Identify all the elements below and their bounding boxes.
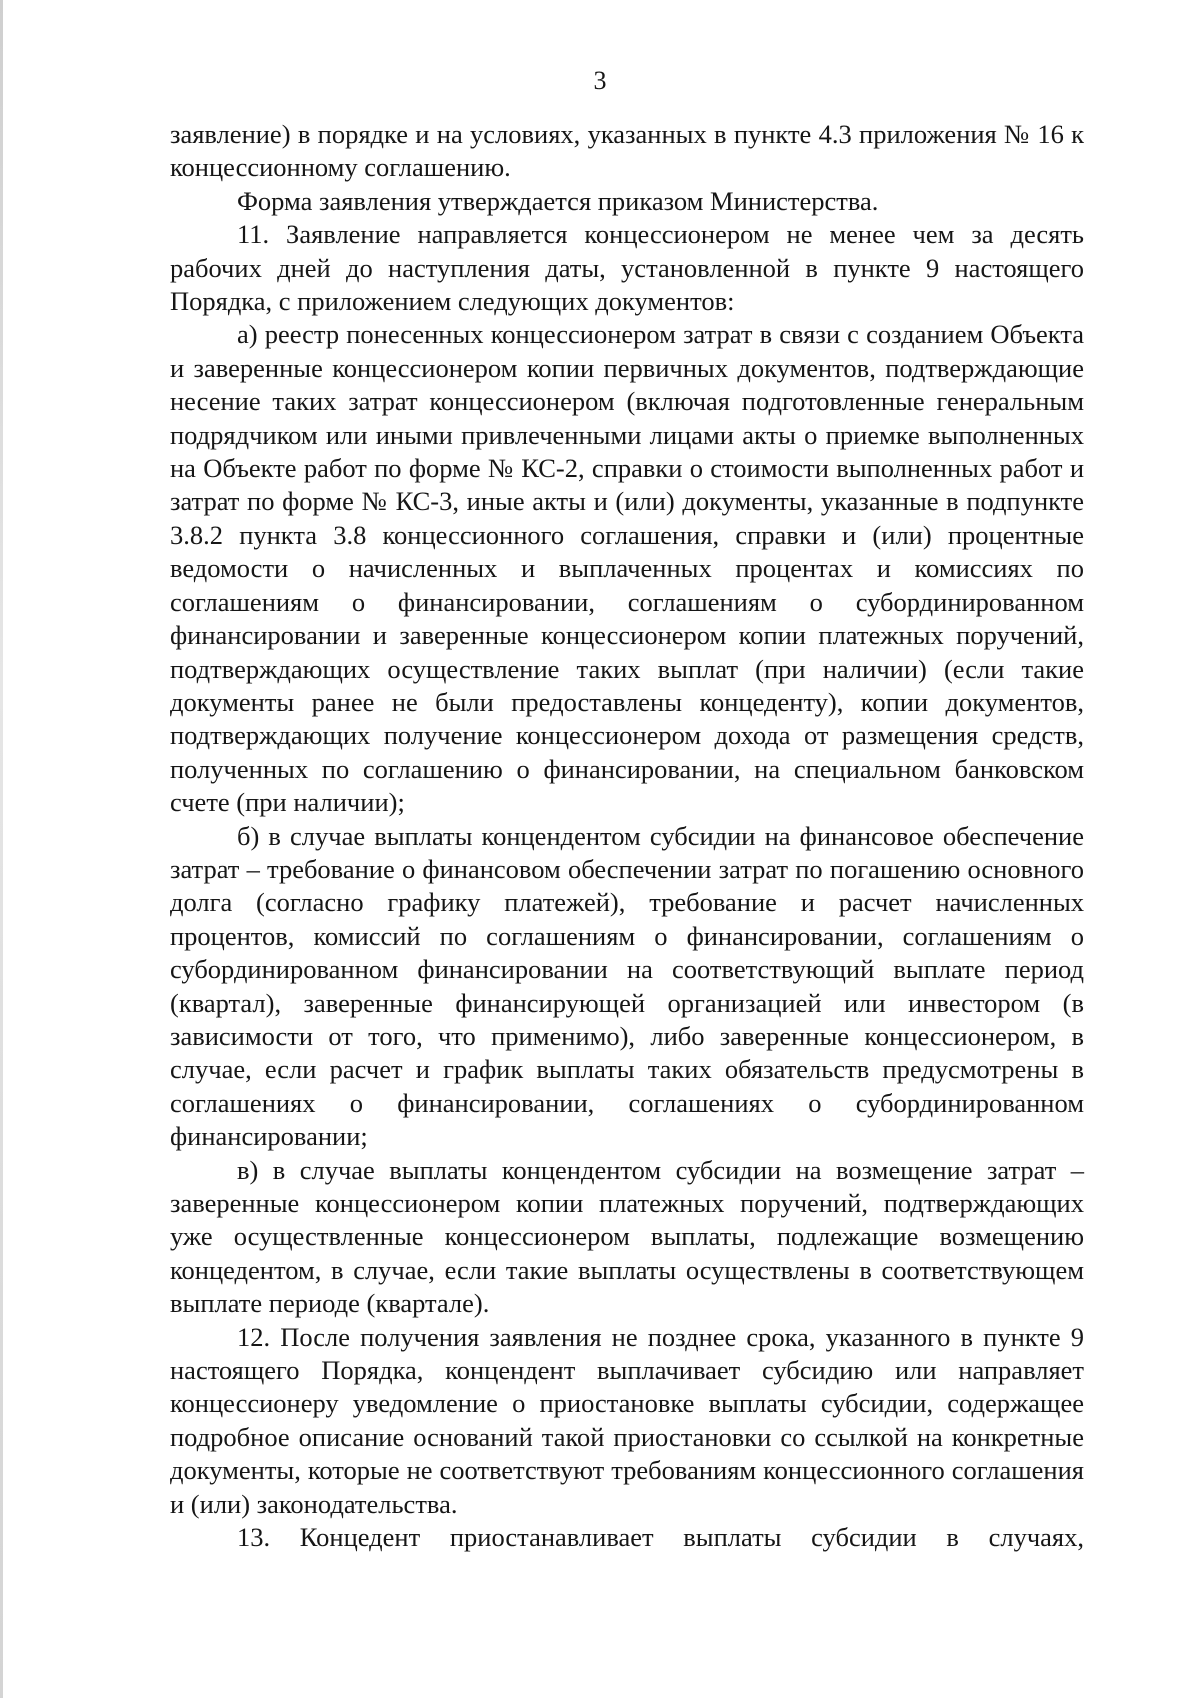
paragraph-item-a: а) реестр понесенных концессионером затрат в связи с созданием Объекта и заверенные концессионером копии первичных документов, подтверждающие несение таких затрат концессионером (включая подготовленные генеральным подрядчиком или иными привлеченными лицами акты о приемке выполненных на Объекте работ по форме № КС-2, справки о стоимости выполненных работ и затрат по форме № КС-3, иные акты и (или) документы, указанные в подпункте 3.8.2 пункта 3.8 концессионного соглашения, справки и (или) процентные ведомости о начисленных и выплаченных процентах и комиссиях по соглашениям о финансировании, соглашениям о субординированном финансировании и заверенные концессионером копии платежных поручений, подтверждающих осуществление таких выплат (при наличии) (если такие документы ранее не были предоставлены концеденту), копии документов, подтверждающих получение концессионером дохода от размещения средств, полученных по соглашению о финансировании, на специальном банковском счете (при наличии); bbox=[170, 319, 1084, 818]
paragraph-item-b: б) в случае выплаты концендентом субсидии на финансовое обеспечение затрат – требование о финансовом обеспечении затрат по погашению основного долга (согласно графику платежей), требование и расчет начисленных процентов, комиссий по соглашениям о финансировании, соглашениям о субординированном финансировании на соответствующий выплате период (квартал), заверенные финансирующей организацией или инвестором (в зависимости от того, что применимо), либо заверенные концессионером, в случае, если расчет и график выплаты таких обязательств предусмотрены в соглашениях о финансировании, соглашениях о субординированном финансировании; bbox=[170, 820, 1084, 1152]
paragraph-application-form: Форма заявления утверждается приказом Министерства. bbox=[237, 185, 879, 216]
document-body bbox=[170, 118, 1084, 1554]
scan-edge-shadow bbox=[0, 0, 3, 1698]
paragraph-clause-12: 12. После получения заявления не позднее срока, указанного в пункте 9 настоящего Порядка, концендент выплачивает субсидию или направляет концессионеру уведомление о приостановке выплаты субсидии, содержащее подробное описание оснований такой приостановки со ссылкой на конкретные документы, которые не соответствуют требованиям концессионного соглашения и (или) законодательства. bbox=[170, 1321, 1084, 1519]
paragraph-clause-11: 11. Заявление направляется концессионером не менее чем за десять рабочих дней до наступления даты, установленной в пункте 9 настоящего Порядка, с приложением следующих документов: bbox=[170, 219, 1084, 317]
paragraph-clause-13: 13. Концедент приостанавливает выплаты субсидии в случаях, bbox=[237, 1522, 1084, 1553]
paragraph-continuation: заявление) в порядке и на условиях, указанных в пункте 4.3 приложения № 16 к концессионному соглашению. bbox=[170, 119, 1084, 183]
page-number: 3 bbox=[593, 66, 607, 95]
paragraph-item-v: в) в случае выплаты концендентом субсидии на возмещение затрат – заверенные концессионером копии платежных поручений, подтверждающих уже осуществленные концессионером выплаты, подлежащие возмещению концедентом, в случае, если такие выплаты осуществлены в соответствующем выплате периоде (квартале). bbox=[170, 1154, 1084, 1319]
